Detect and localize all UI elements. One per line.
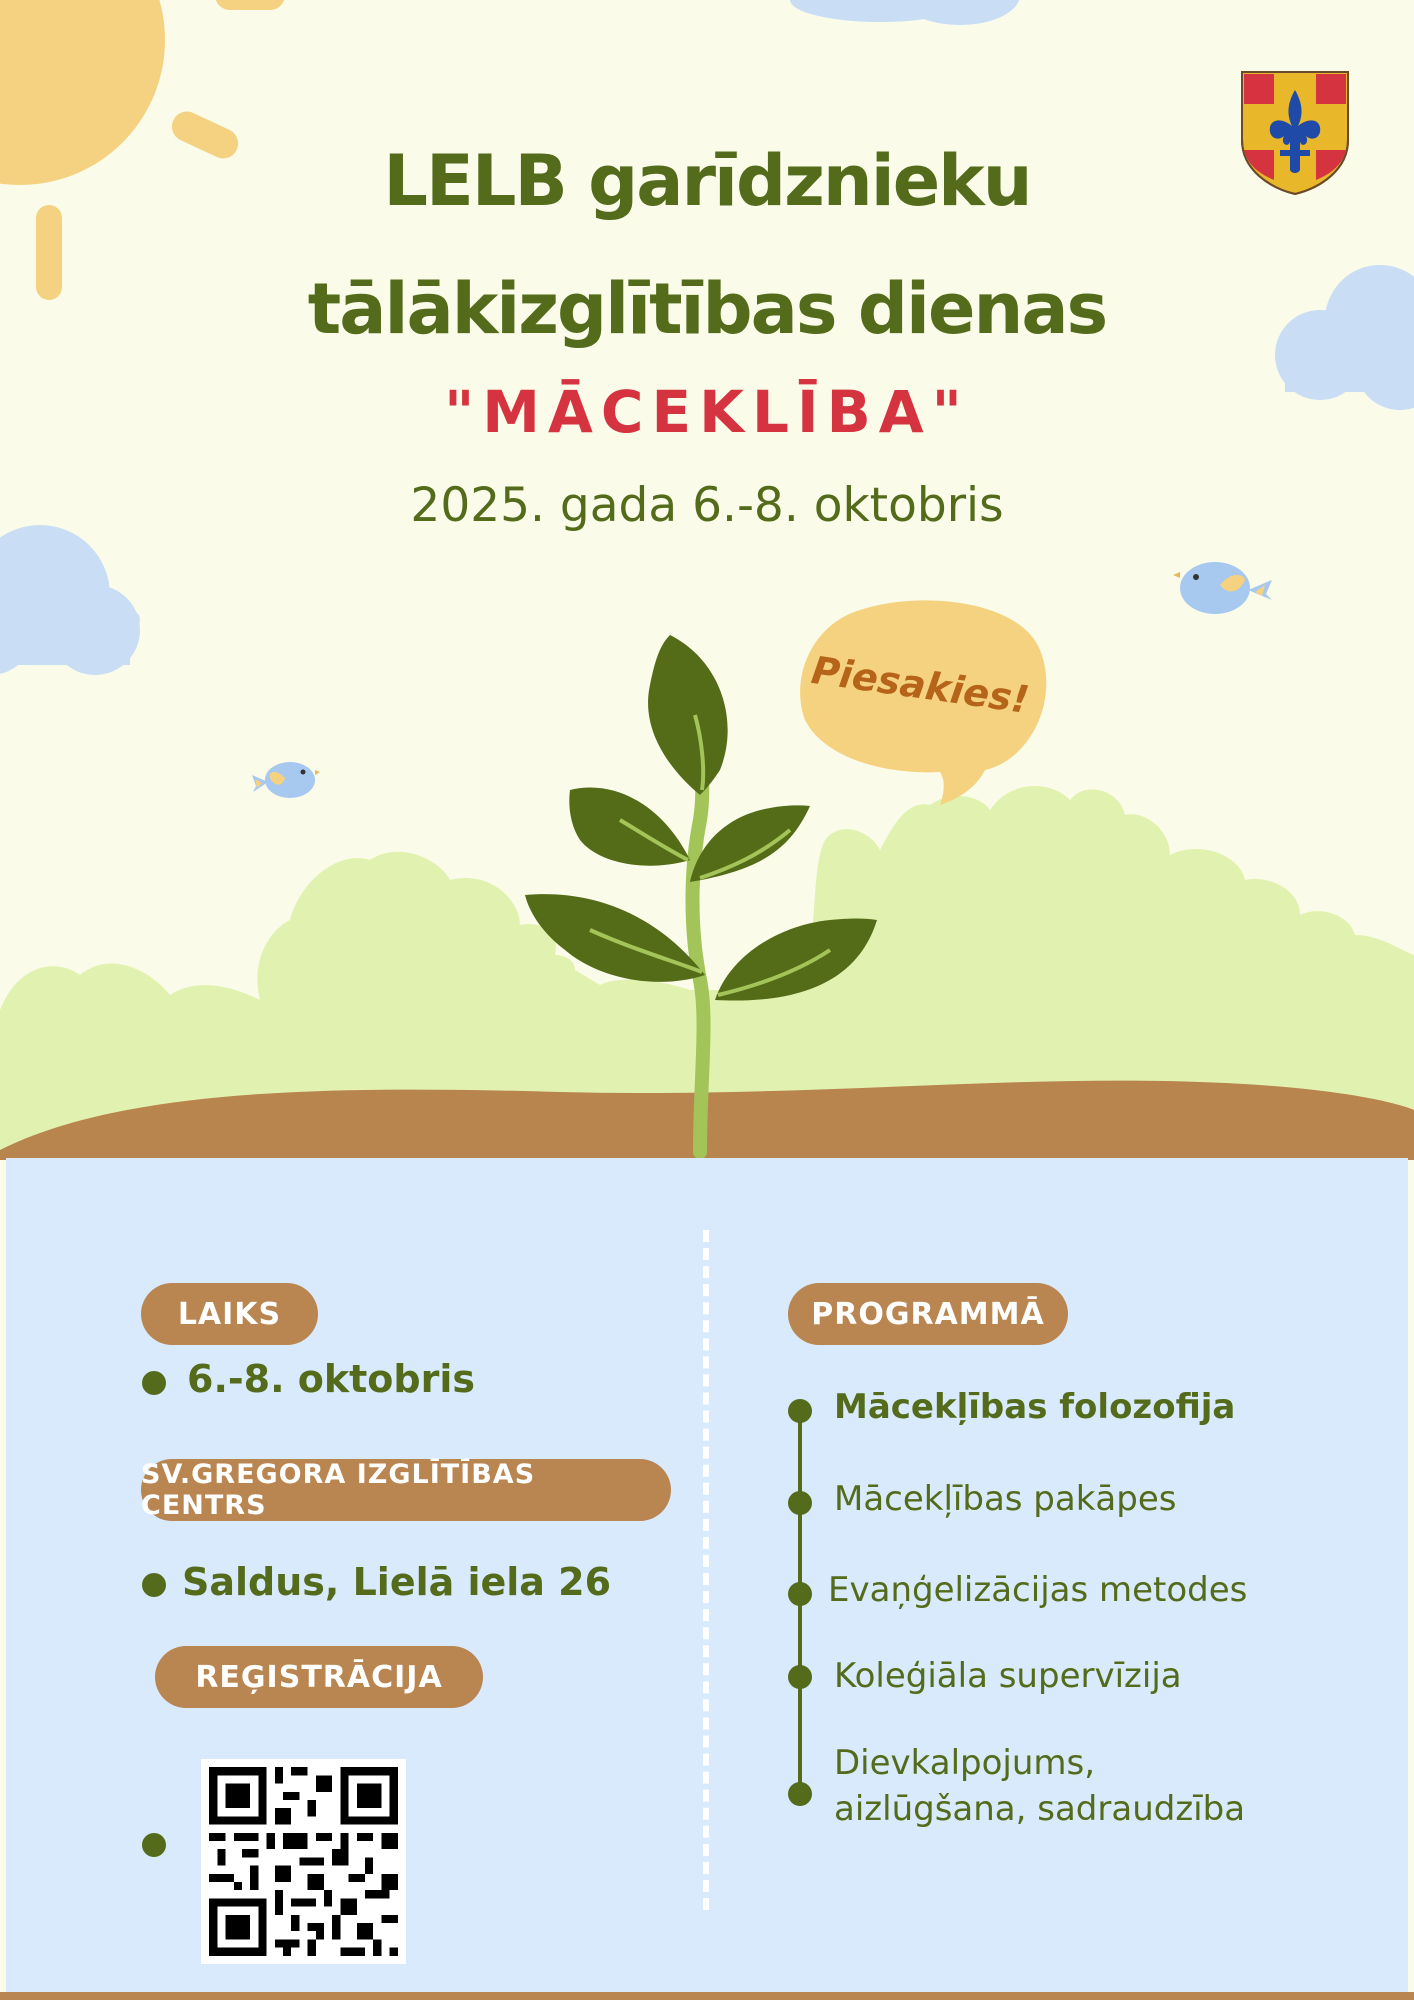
- timeline-dot: [788, 1491, 812, 1515]
- timeline-dot: [788, 1665, 812, 1689]
- title-line-1: LELB garīdznieku: [383, 140, 1031, 222]
- timeline-dot: [788, 1582, 812, 1606]
- event-subtitle: "MĀCEKLĪBA": [444, 378, 970, 446]
- program-item: Mācekļības pakāpes: [834, 1479, 1177, 1519]
- speech-bubble-text: Piesakies!: [808, 648, 1032, 723]
- time-label-pill: LAIKS: [141, 1283, 318, 1345]
- program-item: Dievkalpojums,: [834, 1743, 1096, 1783]
- program-item: Koleģiāla supervīzija: [834, 1656, 1182, 1696]
- program-item: Evaņģelizācijas metodes: [828, 1570, 1248, 1610]
- cloud-icon: [790, 0, 1020, 25]
- bullet-dot: [142, 1371, 166, 1395]
- bird-icon: [252, 762, 320, 798]
- title-line-2: tālākizglītības dienas: [307, 268, 1107, 350]
- program-label-pill: PROGRAMMĀ: [788, 1283, 1068, 1345]
- bird-icon: [1173, 562, 1272, 614]
- venue-address: Saldus, Lielā iela 26: [182, 1560, 612, 1604]
- cloud-icon: [0, 525, 140, 675]
- qr-code-icon[interactable]: [201, 1759, 406, 1964]
- bottom-border: [0, 1992, 1414, 2000]
- timeline-dot: [788, 1782, 812, 1806]
- timeline-dot: [788, 1399, 812, 1423]
- bullet-dot: [142, 1573, 166, 1597]
- program-item: Mācekļības folozofija: [834, 1387, 1236, 1427]
- program-item-continued: aizlūgšana, sadraudzība: [834, 1789, 1246, 1829]
- registration-label-pill: REĢISTRĀCIJA: [155, 1646, 483, 1708]
- time-value: 6.-8. oktobris: [187, 1357, 475, 1401]
- event-date: 2025. gada 6.-8. oktobris: [410, 478, 1004, 533]
- column-divider: [703, 1230, 709, 1910]
- venue-label-pill: SV.GREGORA IZGLĪTĪBAS CENTRS: [141, 1459, 671, 1521]
- bullet-dot: [142, 1833, 166, 1857]
